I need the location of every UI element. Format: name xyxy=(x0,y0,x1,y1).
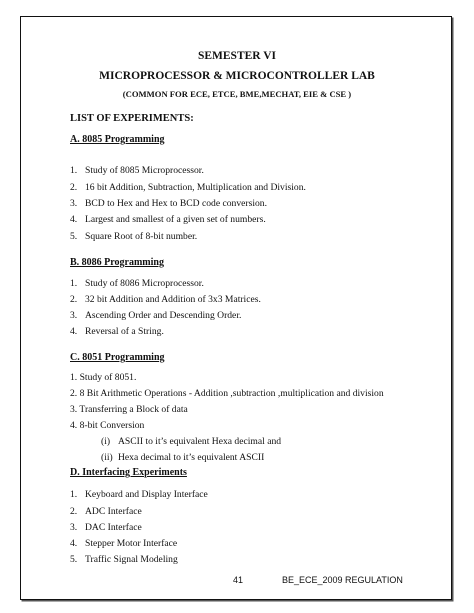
lab-title: MICROPROCESSOR & MICROCONTROLLER LAB xyxy=(99,70,375,82)
list-item: 2. 32 bit Addition and Addition of 3x3 Matrices. xyxy=(70,294,261,305)
sub-list-item: (ii) Hexa decimal to it’s equivalent ASCII xyxy=(101,452,265,463)
list-item: 1. Study of 8051. xyxy=(70,372,137,383)
section-b-heading: B. 8086 Programming xyxy=(70,257,164,268)
section-c-heading: C. 8051 Programming xyxy=(70,352,165,363)
list-item: 4. Reversal of a String. xyxy=(70,326,164,337)
section-a-heading: A. 8085 Programming xyxy=(70,134,165,145)
list-item: 4. Largest and smallest of a given set of numbers. xyxy=(70,214,266,225)
departments-note: (COMMON FOR ECE, ETCE, BME,MECHAT, EIE & CSE ) xyxy=(122,89,352,99)
list-of-experiments-heading: LIST OF EXPERIMENTS: xyxy=(70,113,194,124)
list-item: 3. Transferring a Block of data xyxy=(70,404,188,415)
list-item: 1. Study of 8086 Microprocessor. xyxy=(70,278,204,289)
sub-list-item: (i) ASCII to it’s equivalent Hexa decimal and xyxy=(101,436,282,447)
list-item: 4. Stepper Motor Interface xyxy=(70,538,178,549)
list-item: 5. Traffic Signal Modeling xyxy=(70,554,178,565)
list-item: 1. Keyboard and Display Interface xyxy=(70,489,208,500)
regulation-label: BE_ECE_2009 REGULATION xyxy=(282,575,403,585)
list-item: 3. Ascending Order and Descending Order. xyxy=(70,310,242,321)
list-item: 5. Square Root of 8-bit number. xyxy=(70,231,198,242)
list-item: 2. 8 Bit Arithmetic Operations - Addition ,subtraction ,multiplication and division xyxy=(70,388,384,399)
list-item: 2. ADC Interface xyxy=(70,506,142,517)
section-d-heading: D. Interfacing Experiments xyxy=(70,467,187,478)
list-item: 4. 8-bit Conversion xyxy=(70,420,145,431)
list-item: 2. 16 bit Addition, Subtraction, Multiplication and Division. xyxy=(70,182,306,193)
list-item: 3. BCD to Hex and Hex to BCD code conversion. xyxy=(70,198,267,209)
list-item: 3. DAC Interface xyxy=(70,522,142,533)
semester-heading: SEMESTER VI xyxy=(197,50,277,62)
page-number: 41 xyxy=(233,575,244,585)
list-item: 1. Study of 8085 Microprocessor. xyxy=(70,165,204,176)
